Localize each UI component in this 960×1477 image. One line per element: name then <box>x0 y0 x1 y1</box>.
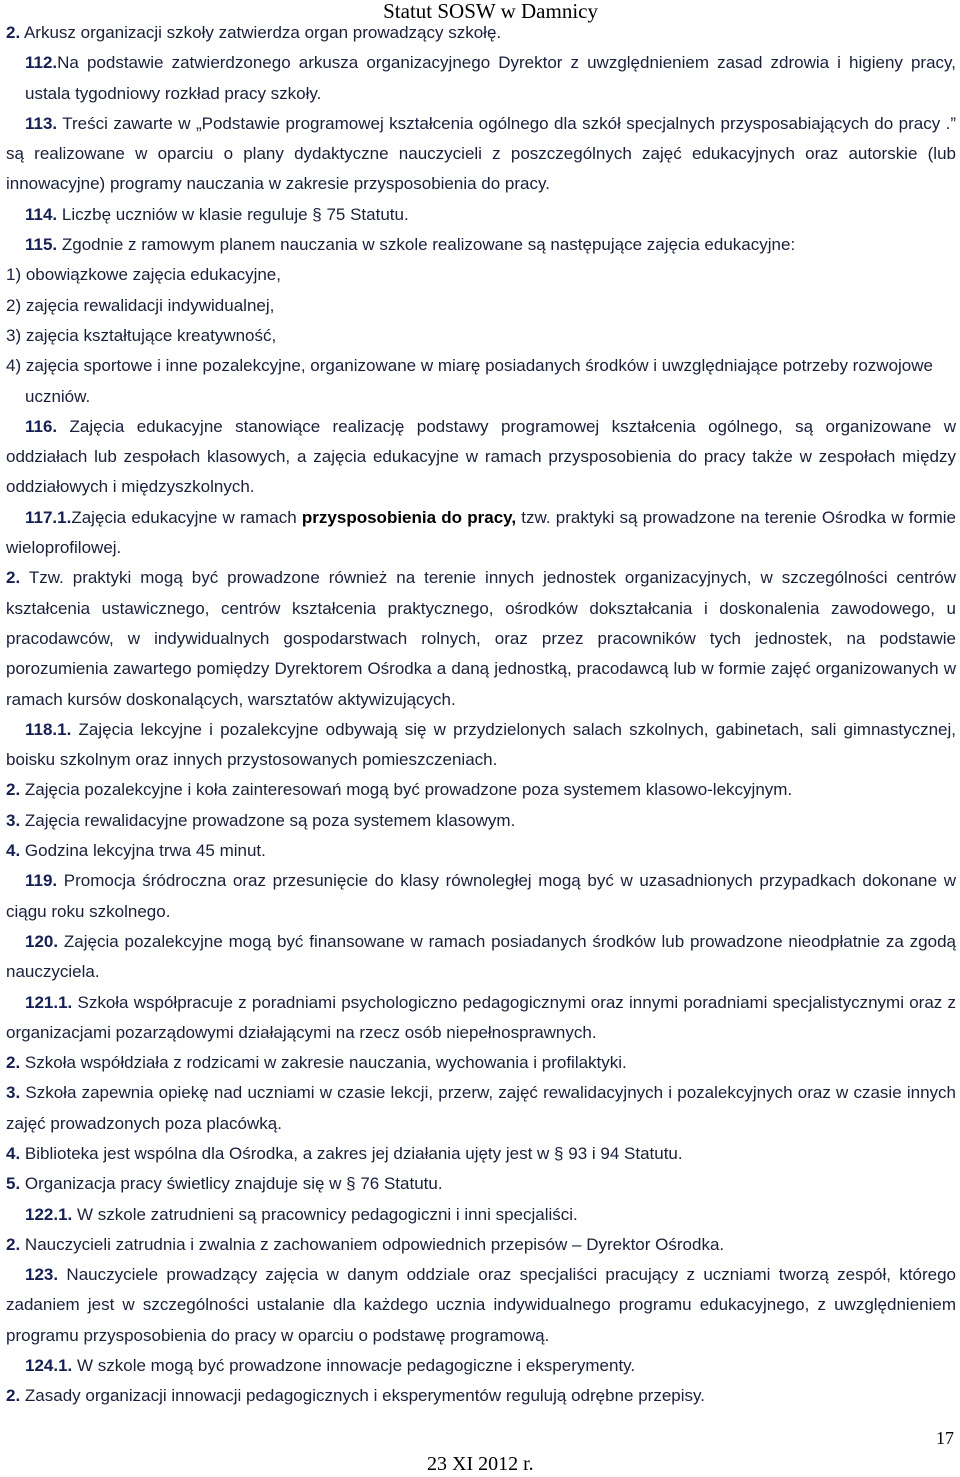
paragraph-text: Godzina lekcyjna trwa 45 minut. <box>20 841 266 861</box>
paragraph <box>6 988 956 1049</box>
paragraph <box>6 806 956 836</box>
paragraph-number: 115. <box>25 235 58 255</box>
indent <box>6 720 25 739</box>
paragraph <box>6 503 956 564</box>
paragraph-number: 113. <box>25 113 58 133</box>
list-item: 4) zajęcia sportowe i inne pozalekcyjne, organizowane w miarę posiadanych środków i uwzględniające potrzeby rozwojowe uczniów. <box>6 356 933 406</box>
paragraph-number: 2. <box>6 1053 21 1073</box>
paragraph-text: Na podstawie zatwierdzonego arkusza organizacyjnego Dyrektor z uwzględnieniem zasad zdrowia i higieny pracy, ustala tygodniowy rozkład pracy szkoły. <box>25 53 956 103</box>
paragraph-text: Zajęcia pozalekcyjne i koła zainteresowań mogą być prowadzone poza systemem klasowo-lekcyjnym. <box>20 780 793 800</box>
paragraph-text: Organizacja pracy świetlicy znajduje się w § 76 Statutu. <box>20 1174 443 1194</box>
paragraph-text: Zajęcia edukacyjne stanowiące realizację podstawy programowej kształcenia ogólnego, są organizowane w oddziałach lub zespołach klasowych, a zajęcia edukacyjne w ramach przysposobienia do pracy także w zespołach między oddziałowych i międzyszkolnych. <box>6 416 956 497</box>
paragraph <box>6 836 956 866</box>
paragraph <box>6 1078 956 1139</box>
paragraph <box>6 1351 956 1381</box>
paragraph-text: Szkoła współpracuje z poradniami psychologiczno pedagogicznymi oraz innymi poradniami specjalistycznymi oraz z organizacjami pozarządowymi działającymi na rzecz osób niepełnosprawnych. <box>6 992 956 1042</box>
document-body <box>6 18 956 1412</box>
paragraph-text: Szkoła zapewnia opiekę nad uczniami w czasie lekcji, przerw, zajęć rewalidacyjnych i pozalekcyjnych oraz w czasie innych zajęć prowadzonych poza placówką. <box>6 1083 956 1133</box>
paragraph-number: 119. <box>25 871 58 891</box>
paragraph-text: Szkoła współdziała z rodzicami w zakresie nauczania, wychowania i profilaktyki. <box>20 1053 627 1073</box>
paragraph-number: 114. <box>25 204 58 224</box>
paragraph-text: Arkusz organizacji szkoły zatwierdza organ prowadzący szkołę. <box>20 23 502 42</box>
paragraph-number: 122.1. <box>25 1204 73 1224</box>
list-item: 1) obowiązkowe zajęcia edukacyjne, <box>6 265 281 285</box>
paragraph <box>6 866 956 927</box>
paragraph-number: 3. <box>6 810 21 830</box>
paragraph <box>6 775 956 805</box>
paragraph-text: Tzw. praktyki mogą być prowadzone również na terenie innych jednostek organizacyjnych, w szczególności centrów kształcenia ustawicznego, centrów kształcenia praktycznego, ośrodków dokształcania i doskonalenia zawodowego, u pracodawców, w indywidualnych gospodarstwach rolnych, oraz przez pracowników tych jednostek, na podstawie porozumienia zawartego pomiędzy Dyrektorem Ośrodka a daną jednostką, pracodawcą lub w formie zajęć organizowanych w ramach kursów doskonalących, warsztatów aktywizujących. <box>6 568 956 709</box>
paragraph <box>6 1169 956 1199</box>
paragraph-number: 118.1. <box>25 719 72 739</box>
paragraph-text: Nauczycieli zatrudnia i zwalnia z zachowaniem odpowiednich przepisów – Dyrektor Ośrodka. <box>20 1234 725 1254</box>
indent <box>6 993 25 1012</box>
paragraph-number: 4. <box>6 841 21 861</box>
paragraph <box>6 927 956 988</box>
indent <box>6 508 25 527</box>
paragraph-text: Zajęcia lekcyjne i pozalekcyjne odbywają się w przydzielonych salach szkolnych, gabinetach, sali gimnastycznej, boisku szkolnym oraz innych przystosowanych pomieszczeniach. <box>6 719 956 770</box>
list-item: 2) zajęcia rewalidacji indywidualnej, <box>6 295 275 315</box>
paragraph-text: Treści zawarte w „Podstawie programowej kształcenia ogólnego dla szkół specjalnych przysposabiających do pracy .” są realizowane w oparciu o plany dydaktyczne nauczycieli z poszczególnych zajęć edukacyjnych oraz autorskie (lub innowacyjne) programy nauczania w zakresie przysposobienia do pracy. <box>6 113 956 194</box>
paragraph-text: Zajęcia rewalidacyjne prowadzone są poza systemem klasowym. <box>20 810 516 830</box>
paragraph <box>6 715 956 776</box>
paragraph <box>6 412 956 503</box>
indent <box>6 932 25 951</box>
paragraph-text: Zgodnie z ramowym planem nauczania w szkole realizowane są następujące zajęcia edukacyjne: <box>57 235 796 255</box>
indent <box>6 114 25 133</box>
paragraph-text: Liczbę uczniów w klasie reguluje § 75 Statutu. <box>57 204 409 224</box>
paragraph-number: 124.1. <box>25 1356 73 1376</box>
paragraph-text: Zajęcia edukacyjne w ramach <box>71 507 302 527</box>
paragraph-text: Biblioteka jest wspólna dla Ośrodka, a zakres jej działania ujęty jest w § 93 i 94 Statutu. <box>20 1143 683 1163</box>
paragraph-text: Zajęcia pozalekcyjne mogą być finansowane w ramach posiadanych środków lub prowadzone nieodpłatnie za zgodą nauczyciela. <box>6 931 956 982</box>
page-number: 17 <box>936 1428 954 1448</box>
paragraph <box>6 1381 956 1411</box>
paragraph-number: 120. <box>25 931 59 951</box>
paragraph-number: 121.1. <box>25 992 73 1012</box>
paragraph-text: W szkole zatrudnieni są pracownicy pedagogiczni i inni specjaliści. <box>72 1204 578 1224</box>
paragraph <box>6 563 956 714</box>
paragraph-text: Promocja śródroczna oraz przesunięcie do klasy równoległej mogą być w uzasadnionych przypadkach dokonane w ciągu roku szkolnego. <box>6 871 956 921</box>
running-header: Statut SOSW w Damnicy <box>383 0 598 23</box>
indent <box>6 1265 25 1284</box>
paragraph-number: 2. <box>6 1234 21 1254</box>
paragraph-text: tzw. praktyki są prowadzone na terenie Ośrodka w formie wieloprofilowej. <box>6 507 956 558</box>
footer-date: 23 XI 2012 r. <box>427 1453 534 1475</box>
paragraph <box>6 1260 956 1351</box>
paragraph-number: 2. <box>6 1386 21 1406</box>
paragraph <box>6 200 956 230</box>
paragraph-text: Nauczyciele prowadzący zajęcia w danym oddziale oraz specjaliści pracujący z uczniami tworzą zespół, którego zadaniem jest w szczególności ustalanie dla każdego ucznia indywidualnego programu edukacyjnego, z uwzględnieniem programu przysposobienia do pracy w oparciu o podstawę programową. <box>6 1265 956 1345</box>
paragraph-number: 2. <box>6 23 21 42</box>
paragraph <box>6 18 956 48</box>
indent <box>6 871 25 890</box>
list-item: 3) zajęcia kształtujące kreatywność, <box>6 325 277 345</box>
paragraph <box>6 1139 956 1169</box>
paragraph <box>6 1230 956 1260</box>
paragraph-number: 116. <box>25 416 58 436</box>
indent <box>6 417 25 436</box>
paragraph <box>6 1048 956 1078</box>
paragraph-number: 117.1. <box>25 507 72 527</box>
paragraph-number: 3. <box>6 1083 21 1103</box>
paragraph <box>6 230 956 260</box>
paragraph-text: Zasady organizacji innowacji pedagogicznych i eksperymentów regulują odrębne przepisy. <box>20 1386 705 1406</box>
paragraph-number: 112. <box>25 53 58 73</box>
paragraph-number: 123. <box>25 1265 59 1285</box>
paragraph <box>6 1200 956 1230</box>
paragraph <box>6 109 956 200</box>
paragraph-text: W szkole mogą być prowadzone innowacje pedagogiczne i eksperymenty. <box>72 1356 636 1376</box>
paragraph-number: 2. <box>6 780 21 800</box>
paragraph-number: 4. <box>6 1143 21 1163</box>
paragraph-number: 2. <box>6 568 21 588</box>
paragraph-number: 5. <box>6 1174 21 1194</box>
emphasized-text: przysposobienia do pracy, <box>301 507 517 527</box>
paragraph <box>6 48 956 109</box>
